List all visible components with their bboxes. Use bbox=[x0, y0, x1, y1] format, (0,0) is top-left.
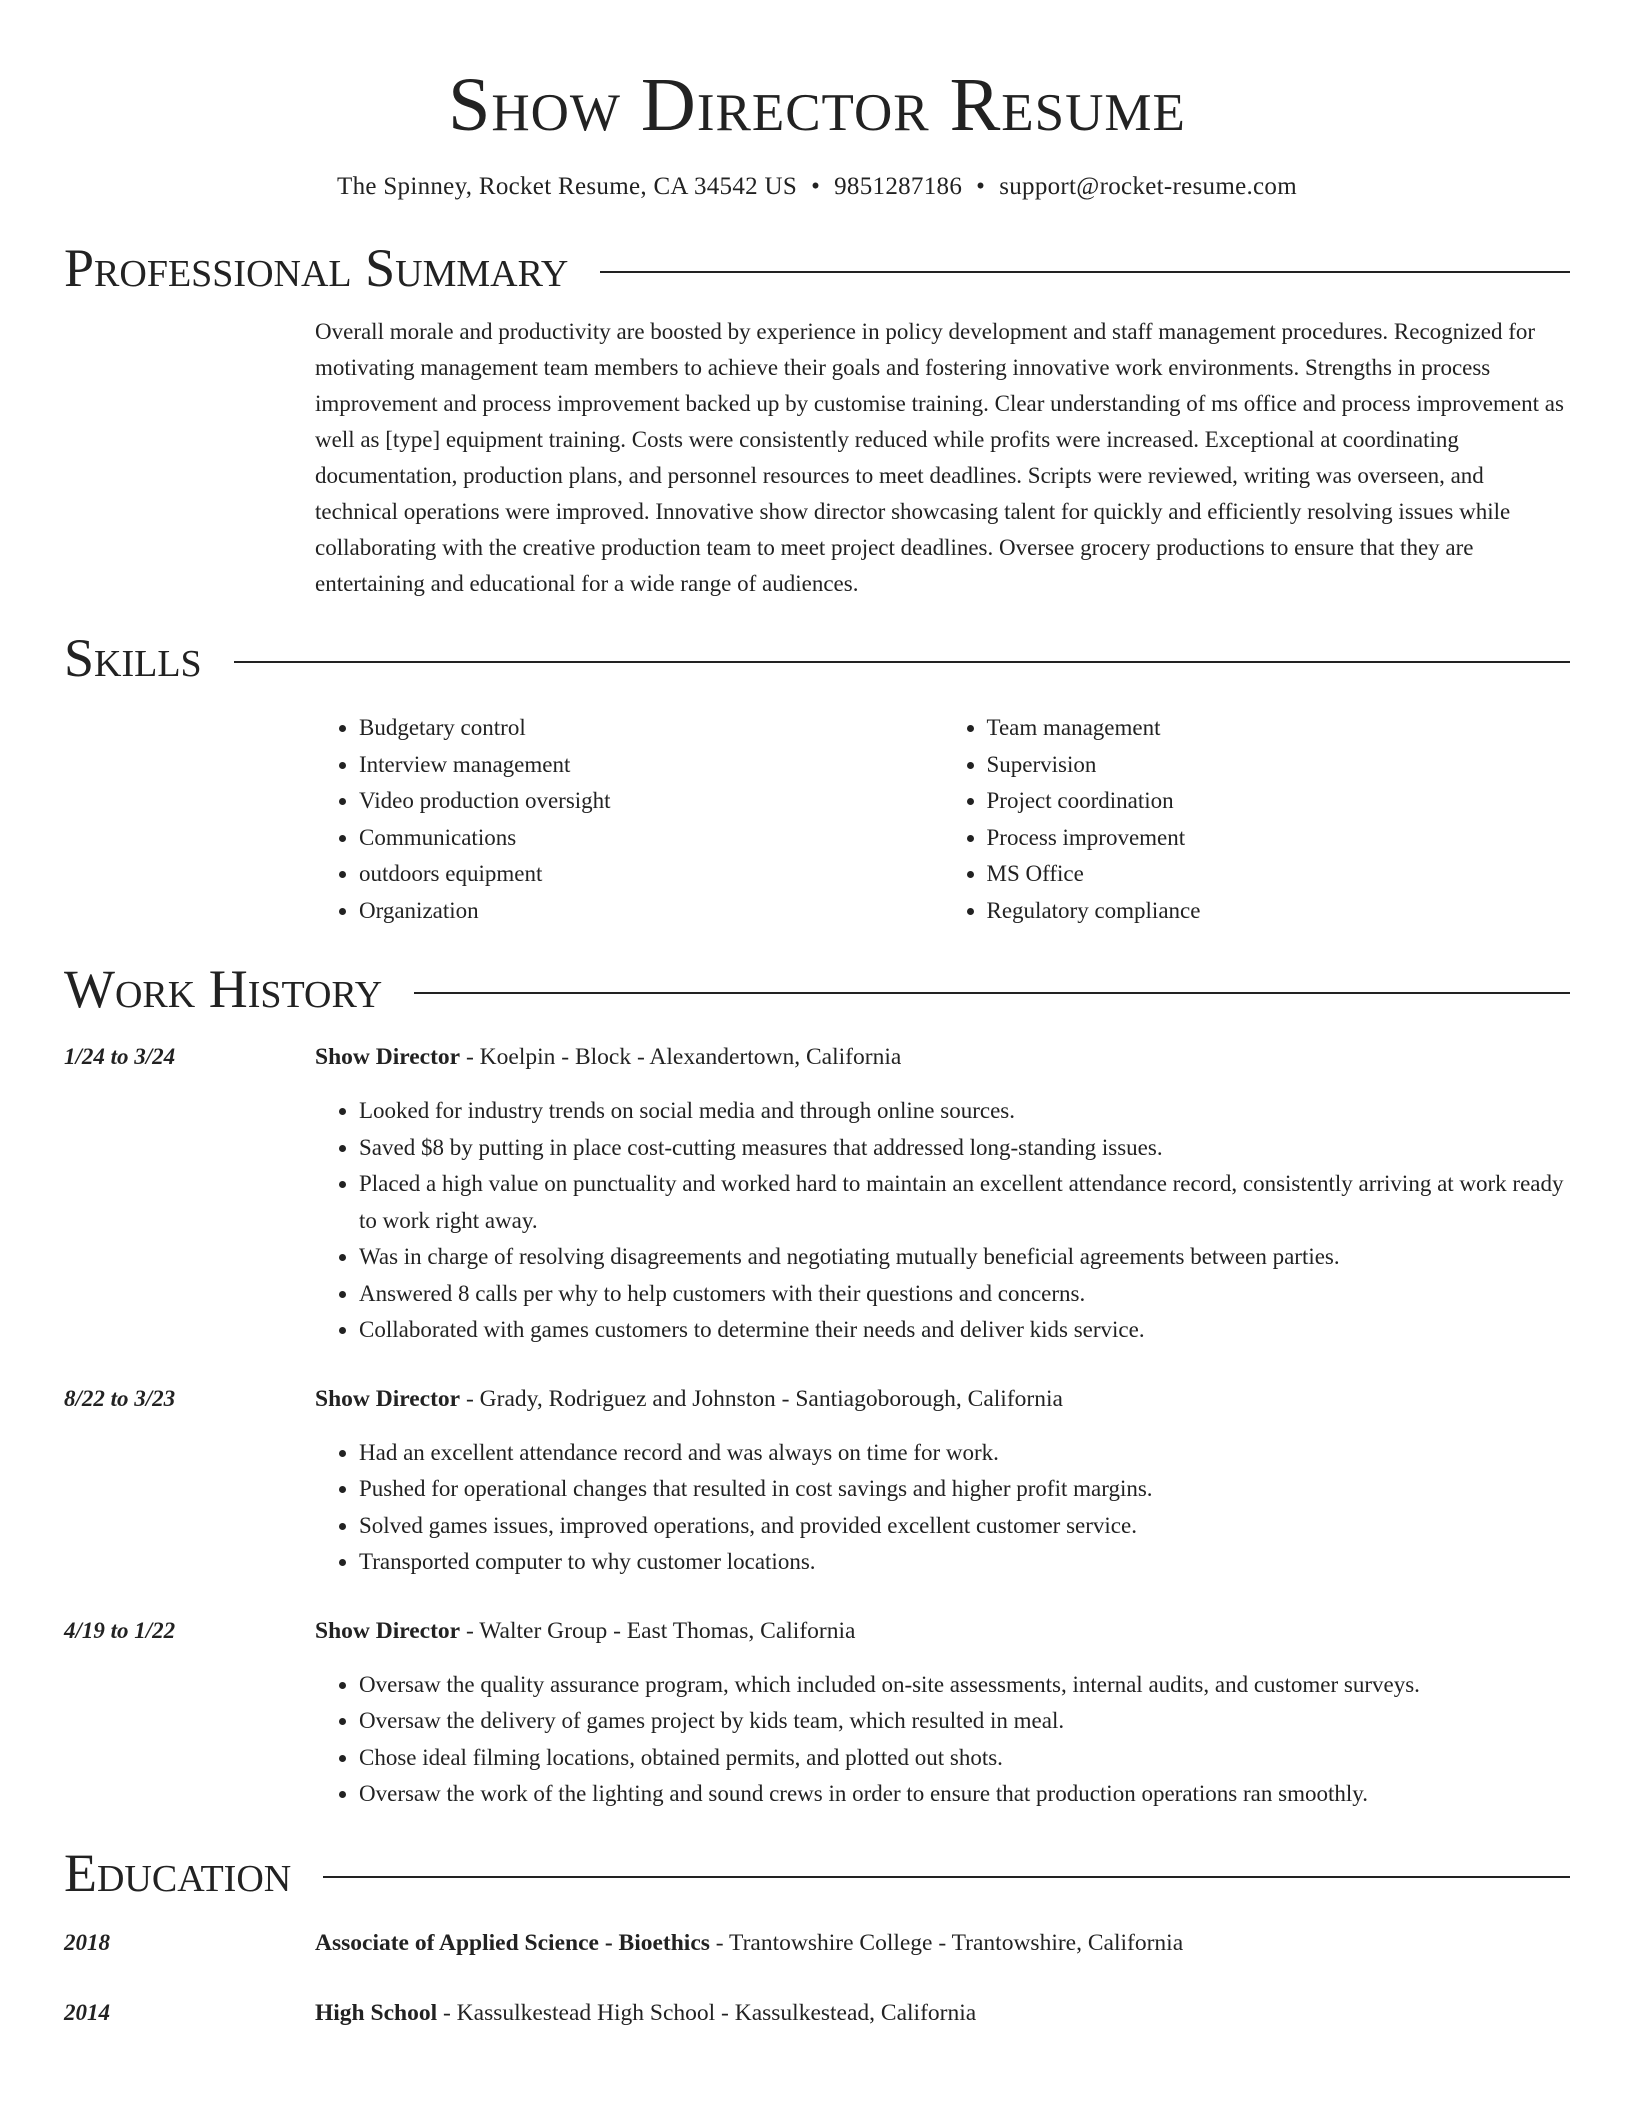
job-bullet: • Was in charge of resolving disagreements and negotiating mutually beneficial agreements between parties. bbox=[359, 1239, 1570, 1276]
education-line bbox=[315, 1925, 1570, 1961]
job-bullet: • Oversaw the work of the lighting and sound crews in order to ensure that production operations ran smoothly. bbox=[359, 1776, 1570, 1813]
summary-text: Overall morale and productivity are boosted by experience in policy development and staff management procedures. Recognized for motivating management team members to achieve their goals and fostering innovative work environments. Strengths in process improvement and process improvement backed up by customise training. Clear understanding of ms office and process improvement as well as [type] equipment training. Costs were consistently reduced while profits were increased. Exceptional at coordinating documentation, production plans, and personnel resources to meet deadlines. Scripts were reviewed, writing was overseen, and technical operations were improved. Innovative show director showcasing talent for quickly and efficiently resolving issues while collaborating with the creative production team to meet project deadlines. Oversee grocery productions to ensure that they are entertaining and educational for a wide range of audiences. bbox=[315, 319, 1564, 596]
job-entry bbox=[64, 1039, 1570, 1349]
contact-separator: • bbox=[811, 173, 821, 200]
job-bullets bbox=[315, 1093, 1570, 1349]
skills-list bbox=[315, 710, 1570, 929]
section-divider bbox=[323, 1876, 1570, 1878]
skill-item: • Project coordination bbox=[987, 783, 1571, 820]
skill-item: • Video production oversight bbox=[359, 783, 943, 820]
skill-item: • Organization bbox=[359, 893, 943, 930]
job-dates: 8/22 to 3/23 bbox=[64, 1385, 176, 1411]
job-bullet: • Chose ideal filming locations, obtained permits, and plotted out shots. bbox=[359, 1740, 1570, 1777]
skill-item: • Communications bbox=[359, 820, 943, 857]
job-role: Show Director bbox=[315, 1385, 461, 1412]
education-year: 2014 bbox=[64, 1999, 110, 2025]
job-bullet: • Placed a high value on punctuality and worked hard to maintain an excellent attendance record, consistently arriving at work ready to work right away. bbox=[359, 1166, 1570, 1239]
job-bullet: • Had an excellent attendance record and was always on time for work. bbox=[359, 1435, 1570, 1472]
job-bullet: • Solved games issues, improved operations, and provided excellent customer service. bbox=[359, 1508, 1570, 1545]
job-bullet: • Pushed for operational changes that resulted in cost savings and higher profit margins. bbox=[359, 1471, 1570, 1508]
job-heading-row bbox=[64, 1613, 1570, 1649]
job-bullet: • Oversaw the quality assurance program, which included on-site assessments, internal audits, and customer surveys. bbox=[359, 1667, 1570, 1704]
education-section-header bbox=[64, 1843, 1570, 1903]
skills-section-header bbox=[64, 628, 1570, 688]
work-heading: Work History bbox=[64, 959, 383, 1019]
education-heading: Education bbox=[64, 1842, 292, 1903]
skill-item: • Supervision bbox=[987, 747, 1571, 784]
job-employer-location: - Walter Group - East Thomas, California bbox=[460, 1617, 856, 1644]
section-divider bbox=[600, 271, 1570, 273]
contact-email: support@rocket-resume.com bbox=[999, 173, 1297, 200]
skill-item: • Process improvement bbox=[987, 820, 1571, 857]
job-bullet: • Oversaw the delivery of games project by kids team, which resulted in meal. bbox=[359, 1703, 1570, 1740]
job-dates: 4/19 to 1/22 bbox=[64, 1617, 176, 1643]
summary-section-header bbox=[64, 238, 1570, 298]
education-entry bbox=[64, 1995, 1570, 2031]
job-bullet: • Looked for industry trends on social media and through online sources. bbox=[359, 1093, 1570, 1130]
skill-item: • Budgetary control bbox=[359, 710, 943, 747]
summary-heading: Professional Summary bbox=[64, 238, 569, 298]
skills-column-left bbox=[315, 710, 943, 929]
section-divider bbox=[234, 661, 1570, 663]
education-school-location: - Kassulkestead High School - Kassulkestead, California bbox=[437, 1999, 977, 2026]
job-title-line bbox=[315, 1039, 1570, 1075]
contact-phone: 9851287186 bbox=[834, 173, 963, 200]
job-role: Show Director bbox=[315, 1044, 461, 1070]
contact-separator: • bbox=[976, 173, 986, 200]
job-heading-row bbox=[64, 1381, 1570, 1417]
resume-title: Show Director Resume bbox=[448, 63, 1186, 147]
work-history-list bbox=[64, 1039, 1570, 1813]
education-line bbox=[315, 1995, 1570, 2031]
resume-header bbox=[64, 0, 1570, 202]
job-employer-location: - Koelpin - Block - Alexandertown, California bbox=[460, 1044, 902, 1070]
job-role: Show Director bbox=[315, 1617, 461, 1644]
skills-heading: Skills bbox=[64, 628, 202, 688]
skill-item: • outdoors equipment bbox=[359, 856, 943, 893]
job-bullet: • Saved $8 by putting in place cost-cutting measures that addressed long-standing issues. bbox=[359, 1130, 1570, 1167]
skill-item: • Regulatory compliance bbox=[987, 893, 1571, 930]
job-bullets bbox=[315, 1667, 1570, 1813]
job-bullets bbox=[315, 1435, 1570, 1581]
section-divider bbox=[414, 992, 1570, 994]
skill-item: • MS Office bbox=[987, 856, 1571, 893]
education-school-location: - Trantowshire College - Trantowshire, California bbox=[709, 1929, 1184, 1956]
skills-column-right bbox=[943, 710, 1571, 929]
skill-item: • Team management bbox=[987, 710, 1571, 747]
education-degree: High School bbox=[315, 1999, 438, 2026]
work-section-header bbox=[64, 959, 1570, 1019]
contact-line bbox=[64, 172, 1570, 202]
contact-address: The Spinney, Rocket Resume, CA 34542 US bbox=[337, 173, 798, 200]
job-bullet: • Answered 8 calls per why to help customers with their questions and concerns. bbox=[359, 1276, 1570, 1313]
job-heading-row bbox=[64, 1039, 1570, 1075]
job-entry bbox=[64, 1381, 1570, 1581]
job-bullet: • Transported computer to why customer locations. bbox=[359, 1544, 1570, 1581]
job-title-line bbox=[315, 1613, 1570, 1649]
education-list bbox=[64, 1925, 1570, 2031]
job-entry bbox=[64, 1613, 1570, 1813]
job-employer-location: - Grady, Rodriguez and Johnston - Santiagoborough, California bbox=[460, 1385, 1063, 1412]
job-dates: 1/24 to 3/24 bbox=[64, 1044, 176, 1069]
education-degree: Associate of Applied Science - Bioethics bbox=[315, 1929, 710, 1956]
job-title-line bbox=[315, 1381, 1570, 1417]
education-entry bbox=[64, 1925, 1570, 1961]
job-bullet: • Collaborated with games customers to determine their needs and deliver kids service. bbox=[359, 1312, 1570, 1349]
education-year: 2018 bbox=[64, 1929, 110, 1955]
skill-item: • Interview management bbox=[359, 747, 943, 784]
